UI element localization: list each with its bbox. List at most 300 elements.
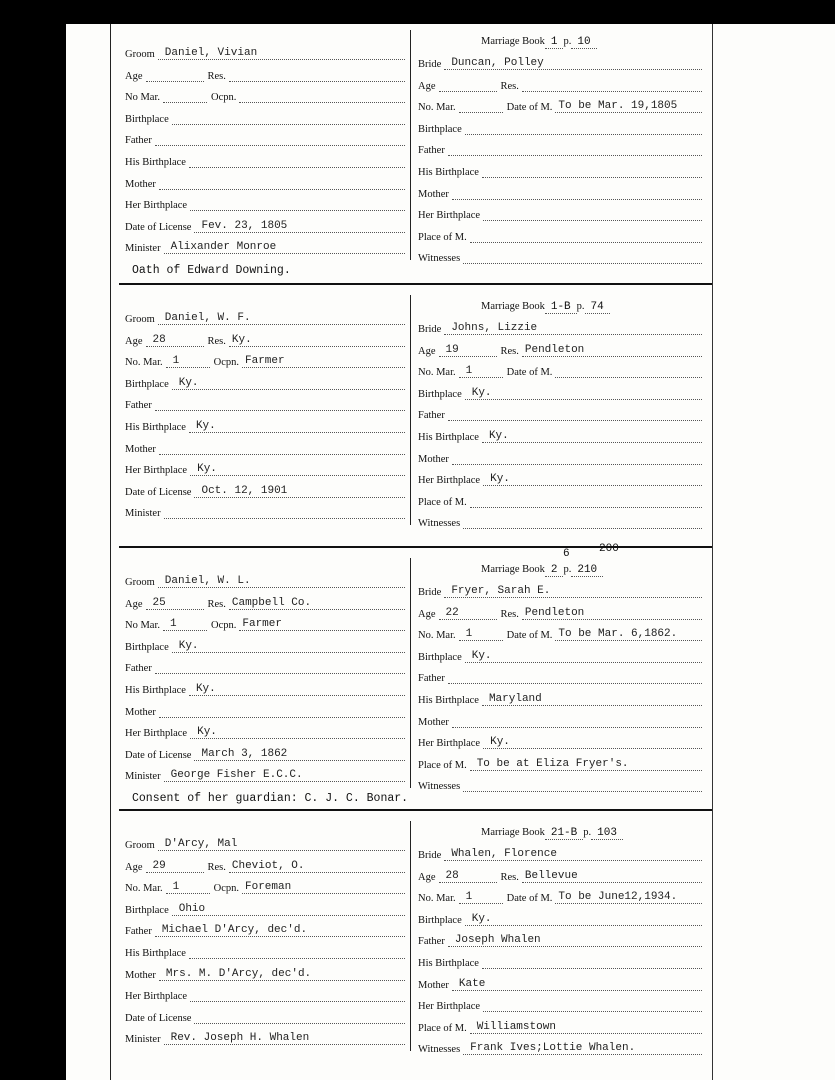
groom-field-no-mar-label2: Ocpn. — [211, 92, 237, 104]
bride-field-no-mar-label: No. Mar. — [418, 367, 456, 379]
bride-field-age — [418, 341, 702, 357]
groom-field-mother — [125, 174, 405, 190]
groom-field-father — [125, 395, 405, 411]
bride-field-no-mar — [418, 625, 702, 641]
bride-field-birthplace-text: Ky. — [471, 386, 492, 399]
bride-field-his-birthplace — [418, 162, 702, 178]
groom-field-no-mar-text2: Farmer — [242, 618, 282, 631]
groom-field-his-birthplace-value — [189, 683, 405, 696]
groom-field-mother — [125, 702, 405, 718]
groom-field-age-text2: Cheviot, O. — [231, 859, 305, 872]
groom-field-birthplace-text: Ohio — [178, 902, 206, 915]
marriage-book-reference — [481, 36, 597, 48]
groom-field-date-of-license — [125, 217, 405, 233]
groom-field-her-birthplace — [125, 195, 405, 211]
groom-field-minister — [125, 503, 405, 519]
bride-field-mother — [418, 712, 702, 728]
groom-field-minister-value — [164, 1032, 405, 1045]
groom-field-father — [125, 130, 405, 146]
bride-field-no-mar-value — [459, 100, 503, 113]
groom-field-mother-value — [159, 442, 405, 455]
groom-field-mother-value — [159, 968, 405, 981]
bride-field-her-birthplace-value — [483, 208, 702, 221]
bride-field-father-label: Father — [418, 673, 445, 685]
bride-field-bride — [418, 54, 702, 70]
bride-field-place-of-m-label: Place of M. — [418, 1022, 467, 1034]
groom-field-groom-text: Daniel, Vivian — [164, 47, 258, 59]
groom-field-date-of-license-label: Date of License — [125, 749, 192, 761]
bride-field-mother-value — [452, 978, 702, 991]
groom-field-no-mar-text: 1 — [170, 618, 177, 631]
groom-field-birthplace-text: Ky. — [178, 376, 199, 389]
groom-field-her-birthplace-text: Ky. — [197, 726, 217, 739]
bride-field-witnesses-value — [463, 251, 702, 264]
groom-field-father — [125, 921, 405, 937]
groom-field-minister-label: Minister — [125, 243, 161, 255]
bride-field-age — [418, 604, 702, 620]
groom-field-no-mar-value2 — [242, 355, 405, 368]
card-note: Oath of Edward Downing. — [132, 264, 291, 277]
groom-field-age — [125, 331, 405, 347]
groom-field-her-birthplace — [125, 460, 405, 476]
groom-field-father-label: Father — [125, 663, 152, 675]
bride-field-bride-label: Bride — [418, 59, 442, 70]
groom-field-birthplace — [125, 900, 405, 916]
groom-field-age-text2: Campbell Co. — [231, 596, 312, 609]
bride-field-father — [418, 140, 702, 156]
groom-field-groom-value — [158, 47, 405, 60]
groom-field-age-label2: Res. — [207, 861, 226, 873]
groom-field-age-label2: Res. — [207, 70, 226, 82]
column-divider — [410, 30, 411, 260]
groom-field-no-mar-text: 1 — [172, 881, 180, 894]
bride-field-birthplace — [418, 384, 702, 400]
bride-field-bride-value — [444, 57, 702, 70]
groom-field-mother-label: Mother — [125, 178, 156, 190]
bride-field-his-birthplace-label: His Birthplace — [418, 695, 479, 706]
bride-field-father-label: Father — [418, 936, 445, 948]
bride-field-birthplace-value — [465, 387, 702, 400]
groom-field-groom-label: Groom — [125, 314, 155, 325]
bride-field-no-mar-value2 — [555, 891, 702, 904]
column-divider — [410, 558, 411, 788]
marriage-record-card — [111, 809, 712, 1071]
bride-field-birthplace-label: Birthplace — [418, 388, 462, 400]
groom-field-no-mar-label: No. Mar. — [125, 357, 163, 369]
groom-field-her-birthplace-label: Her Birthplace — [125, 728, 188, 740]
bride-field-his-birthplace-label: His Birthplace — [418, 167, 479, 178]
groom-field-his-birthplace-label: His Birthplace — [125, 422, 186, 433]
bride-field-no-mar-text2: To be June12,1934. — [558, 891, 678, 904]
bride-field-age-value2 — [522, 870, 702, 883]
groom-field-no-mar — [125, 878, 405, 894]
bride-field-witnesses — [418, 248, 702, 264]
groom-field-his-birthplace-label: His Birthplace — [125, 948, 186, 959]
bride-field-mother — [418, 449, 702, 465]
bride-field-place-of-m-text: Williamstown — [476, 1020, 556, 1033]
bride-field-bride-label: Bride — [418, 324, 442, 335]
bride-field-her-birthplace — [418, 470, 702, 486]
bride-field-bride — [418, 319, 702, 335]
bride-field-mother — [418, 184, 702, 200]
page-right-edge — [712, 24, 713, 1080]
bride-field-birthplace — [418, 119, 702, 135]
groom-field-no-mar-label: No Mar. — [125, 92, 160, 104]
groom-field-no-mar — [125, 87, 405, 103]
groom-field-no-mar-text2: Farmer — [245, 355, 285, 368]
bride-field-no-mar-text: 1 — [465, 628, 473, 641]
groom-field-mother-label: Mother — [125, 706, 156, 718]
bride-field-birthplace-value — [465, 650, 702, 663]
bride-field-no-mar-value — [459, 365, 503, 378]
groom-field-his-birthplace — [125, 943, 405, 959]
bride-field-bride-label: Bride — [418, 587, 442, 598]
groom-field-his-birthplace — [125, 680, 405, 696]
bride-field-witnesses — [418, 776, 702, 792]
bride-field-his-birthplace-value — [482, 956, 702, 969]
bride-field-age-label: Age — [418, 871, 436, 883]
bride-field-place-of-m — [418, 755, 702, 771]
bride-field-mother-value — [452, 715, 702, 728]
bride-field-bride-value — [444, 585, 702, 598]
groom-field-his-birthplace — [125, 152, 405, 168]
groom-field-date-of-license-value — [194, 220, 405, 233]
groom-field-her-birthplace-label: Her Birthplace — [125, 465, 188, 477]
groom-field-groom-text: D'Arcy, Mal — [164, 838, 238, 850]
card-separator-rule — [119, 809, 712, 811]
groom-field-mother-value — [159, 705, 405, 718]
groom-field-her-birthplace-label: Her Birthplace — [125, 991, 188, 1003]
groom-field-groom-text: Daniel, W. L. — [164, 575, 251, 587]
bride-field-no-mar-label2: Date of M. — [506, 893, 553, 905]
groom-field-groom — [125, 44, 405, 60]
bride-field-bride-label: Bride — [418, 850, 442, 861]
groom-field-his-birthplace-text: Ky. — [195, 420, 216, 432]
bride-field-place-of-m-label: Place of M. — [418, 496, 467, 508]
groom-field-minister — [125, 238, 405, 254]
book-annotation-right: 200 — [599, 543, 619, 555]
bride-field-father-label: Father — [418, 145, 445, 157]
groom-field-minister-value — [164, 769, 405, 782]
groom-field-date-of-license-label: Date of License — [125, 1012, 192, 1024]
bride-field-no-mar-text: 1 — [465, 891, 473, 904]
groom-field-age — [125, 857, 405, 873]
groom-field-age-label2: Res. — [207, 335, 226, 347]
bride-field-age-value2 — [522, 79, 702, 92]
groom-field-birthplace-label: Birthplace — [125, 113, 169, 125]
bride-field-bride-text: Duncan, Polley — [451, 57, 544, 69]
groom-field-age-label: Age — [125, 861, 143, 873]
bride-field-bride-value — [444, 322, 702, 335]
groom-field-minister — [125, 1029, 405, 1045]
bride-field-his-birthplace-label: His Birthplace — [418, 958, 479, 969]
bride-field-place-of-m — [418, 1018, 702, 1034]
bride-field-mother-label: Mother — [418, 716, 449, 728]
groom-field-age-value2 — [229, 860, 405, 873]
groom-field-no-mar-value — [166, 355, 210, 368]
bride-field-age-label: Age — [418, 80, 436, 92]
groom-field-birthplace-text: Ky. — [178, 639, 199, 652]
bride-field-place-of-m-value — [470, 230, 702, 243]
groom-field-no-mar-label2: Ocpn. — [211, 620, 237, 632]
bride-field-age-text2: Pendleton — [524, 606, 585, 619]
bride-field-no-mar — [418, 97, 702, 113]
bride-field-birthplace-label: Birthplace — [418, 651, 462, 663]
groom-field-father-value — [155, 398, 405, 411]
groom-field-his-birthplace-value — [189, 155, 405, 168]
groom-field-no-mar-text2: Foreman — [245, 881, 292, 894]
bride-field-bride-text: Whalen, Florence — [451, 848, 557, 860]
bride-field-age-label2: Res. — [500, 608, 519, 620]
groom-field-age-label: Age — [125, 335, 143, 347]
bride-field-no-mar-value2 — [555, 100, 702, 113]
groom-field-no-mar-value2 — [242, 881, 405, 894]
bride-field-her-birthplace-value — [483, 473, 702, 486]
bride-field-age-value — [439, 870, 497, 883]
groom-field-father-value — [155, 133, 405, 146]
bride-field-place-of-m — [418, 227, 702, 243]
groom-field-age-value — [146, 69, 204, 82]
card-separator-rule — [119, 546, 712, 548]
groom-field-date-of-license-value — [194, 748, 405, 761]
bride-field-no-mar — [418, 362, 702, 378]
groom-field-no-mar — [125, 615, 405, 631]
bride-field-no-mar-label: No. Mar. — [418, 893, 456, 905]
bride-field-his-birthplace — [418, 690, 702, 706]
groom-field-mother — [125, 439, 405, 455]
marriage-book-label: Marriage Book — [481, 301, 545, 312]
bride-field-witnesses-text: Frank Ives;Lottie Whalen. — [470, 1042, 636, 1055]
groom-field-age-label: Age — [125, 70, 143, 82]
bride-field-place-of-m-label: Place of M. — [418, 231, 467, 243]
bride-field-age-value2 — [522, 344, 702, 357]
groom-field-birthplace-value — [172, 903, 405, 916]
groom-field-father-label: Father — [125, 135, 152, 147]
groom-field-minister-text: Alixander Monroe — [170, 241, 277, 254]
bride-field-age-value — [439, 79, 497, 92]
scan-border-left — [0, 0, 66, 1080]
groom-field-age-label: Age — [125, 598, 143, 610]
marriage-book-reference — [481, 827, 623, 839]
groom-field-no-mar-value2 — [239, 618, 405, 631]
bride-field-father-text: Joseph Whalen — [454, 934, 541, 947]
bride-field-age-text: 22 — [445, 606, 459, 619]
groom-field-no-mar-text: 1 — [172, 355, 180, 368]
groom-field-date-of-license — [125, 745, 405, 761]
bride-field-his-birthplace-text: Maryland — [488, 693, 542, 705]
groom-field-her-birthplace-value — [190, 726, 405, 739]
groom-field-birthplace-label: Birthplace — [125, 378, 169, 390]
marriage-book-label: Marriage Book — [481, 827, 545, 838]
groom-field-groom-value — [158, 838, 405, 851]
bride-field-her-birthplace-text: Ky. — [490, 736, 510, 749]
book-annotation-left: 6 — [563, 548, 570, 560]
groom-field-minister-label: Minister — [125, 1034, 161, 1046]
bride-field-bride-value — [444, 848, 702, 861]
groom-field-birthplace-label: Birthplace — [125, 641, 169, 653]
page-number: 10 — [571, 36, 596, 49]
bride-field-no-mar-label: No. Mar. — [418, 630, 456, 642]
groom-field-groom-label: Groom — [125, 577, 155, 588]
bride-field-no-mar-text2: To be Mar. 19,1805 — [558, 100, 678, 113]
bride-field-no-mar-value — [459, 628, 503, 641]
groom-field-mother-value — [159, 177, 405, 190]
bride-field-bride — [418, 582, 702, 598]
groom-field-his-birthplace-value — [189, 946, 405, 959]
groom-field-groom — [125, 835, 405, 851]
bride-field-age-label2: Res. — [500, 871, 519, 883]
groom-field-groom-label: Groom — [125, 840, 155, 851]
groom-field-no-mar-label: No. Mar. — [125, 883, 163, 895]
bride-field-birthplace-value — [465, 913, 702, 926]
groom-field-birthplace-value — [172, 112, 405, 125]
bride-field-father-value — [448, 143, 702, 156]
bride-field-bride — [418, 845, 702, 861]
page-label: p. — [563, 36, 572, 47]
bride-field-age-value — [439, 344, 497, 357]
bride-field-place-of-m-label: Place of M. — [418, 759, 467, 771]
bride-field-father-label: Father — [418, 410, 445, 422]
groom-field-age-value2 — [229, 334, 405, 347]
bride-field-witnesses-label: Witnesses — [418, 518, 461, 530]
bride-field-his-birthplace-text: Ky. — [488, 430, 509, 442]
page-number: 74 — [585, 301, 610, 314]
groom-field-age-value2 — [229, 69, 405, 82]
groom-field-her-birthplace — [125, 723, 405, 739]
bride-field-his-birthplace-value — [482, 693, 702, 706]
groom-field-her-birthplace-value — [190, 989, 405, 1002]
groom-field-age-text2: Ky. — [231, 333, 252, 346]
bride-field-father-value — [448, 408, 702, 421]
bride-field-mother-label: Mother — [418, 188, 449, 200]
marriage-book-reference — [481, 564, 603, 576]
bride-field-age-label: Age — [418, 608, 436, 620]
groom-field-father — [125, 658, 405, 674]
bride-field-birthplace-text: Ky. — [471, 649, 492, 662]
bride-field-age-value — [439, 607, 497, 620]
groom-field-age-value — [146, 860, 204, 873]
bride-field-age-value2 — [522, 607, 702, 620]
groom-field-no-mar-value2 — [239, 90, 405, 103]
groom-field-his-birthplace-label: His Birthplace — [125, 157, 186, 168]
bride-field-birthplace-label: Birthplace — [418, 914, 462, 926]
marriage-book-reference — [481, 301, 610, 313]
marriage-record-card — [111, 543, 712, 808]
bride-field-her-birthplace-text: Ky. — [490, 473, 510, 486]
bride-field-no-mar-text2: To be Mar. 6,1862. — [558, 628, 678, 641]
groom-field-no-mar — [125, 352, 405, 368]
bride-field-birthplace — [418, 647, 702, 663]
groom-field-no-mar-value — [166, 881, 210, 894]
groom-field-date-of-license-label: Date of License — [125, 486, 192, 498]
groom-field-her-birthplace-value — [190, 198, 405, 211]
groom-field-age — [125, 66, 405, 82]
groom-field-date-of-license-text: Oct. 12, 1901 — [201, 484, 288, 497]
bride-field-no-mar-value — [459, 891, 503, 904]
groom-field-minister-label: Minister — [125, 508, 161, 520]
card-note: Consent of her guardian: C. J. C. Bonar. — [132, 792, 409, 805]
bride-field-place-of-m-value — [470, 1021, 702, 1034]
bride-field-her-birthplace — [418, 733, 702, 749]
marriage-record-card — [111, 283, 712, 545]
groom-field-age-text: 28 — [152, 333, 166, 346]
bride-field-no-mar-value2 — [555, 628, 702, 641]
bride-field-witnesses-value — [463, 779, 702, 792]
bride-field-father — [418, 931, 702, 947]
bride-field-his-birthplace-value — [482, 430, 702, 443]
page-label: p. — [563, 564, 572, 575]
bride-field-age — [418, 867, 702, 883]
groom-field-minister-text: George Fisher E.C.C. — [170, 769, 303, 782]
bride-field-his-birthplace-label: His Birthplace — [418, 432, 479, 443]
bride-field-age — [418, 76, 702, 92]
groom-field-father-label: Father — [125, 400, 152, 412]
bride-field-no-mar-label: No. Mar. — [418, 102, 456, 114]
bride-field-his-birthplace — [418, 953, 702, 969]
bride-field-her-birthplace-value — [483, 999, 702, 1012]
groom-field-age — [125, 594, 405, 610]
marriage-book-number: 1 — [545, 36, 564, 49]
bride-field-her-birthplace — [418, 996, 702, 1012]
groom-field-her-birthplace — [125, 986, 405, 1002]
groom-field-no-mar-label2: Ocpn. — [213, 883, 239, 895]
marriage-record-card — [111, 24, 712, 286]
bride-field-her-birthplace-label: Her Birthplace — [418, 210, 481, 222]
marriage-book-label: Marriage Book — [481, 564, 545, 575]
bride-field-birthplace-label: Birthplace — [418, 123, 462, 135]
page-number: 210 — [571, 564, 603, 577]
groom-field-minister-label: Minister — [125, 771, 161, 783]
marriage-book-number: 1-B — [545, 301, 577, 314]
groom-field-age-value — [146, 597, 204, 610]
bride-field-birthplace-value — [465, 122, 702, 135]
groom-field-no-mar-label: No Mar. — [125, 620, 160, 632]
groom-field-age-text: 25 — [152, 596, 166, 609]
bride-field-place-of-m-value — [470, 758, 702, 771]
groom-field-date-of-license-value — [194, 485, 405, 498]
bride-field-no-mar — [418, 888, 702, 904]
groom-field-mother-text: Mrs. M. D'Arcy, dec'd. — [165, 967, 312, 980]
bride-field-birthplace — [418, 910, 702, 926]
bride-field-no-mar-text: 1 — [465, 365, 473, 378]
groom-field-date-of-license — [125, 482, 405, 498]
groom-field-minister — [125, 766, 405, 782]
groom-field-groom — [125, 309, 405, 325]
groom-field-groom-value — [158, 312, 405, 325]
bride-field-place-of-m-text: To be at Eliza Fryer's. — [476, 757, 629, 770]
bride-field-her-birthplace-label: Her Birthplace — [418, 475, 481, 487]
bride-field-age-text2: Bellevue — [524, 869, 578, 882]
bride-field-age-label2: Res. — [500, 345, 519, 357]
bride-field-witnesses-label: Witnesses — [418, 1044, 461, 1056]
bride-field-birthplace-text: Ky. — [471, 912, 492, 925]
groom-field-groom — [125, 572, 405, 588]
page-number: 103 — [591, 827, 623, 840]
bride-field-age-label: Age — [418, 345, 436, 357]
page-label: p. — [576, 301, 585, 312]
column-divider — [410, 295, 411, 525]
bride-field-no-mar-label2: Date of M. — [506, 367, 553, 379]
groom-field-father-text: Michael D'Arcy, dec'd. — [161, 924, 308, 937]
groom-field-groom-text: Daniel, W. F. — [164, 312, 251, 324]
bride-field-father — [418, 405, 702, 421]
bride-field-no-mar-value2 — [555, 365, 702, 378]
groom-field-date-of-license-text: Fev. 23, 1805 — [201, 219, 288, 232]
groom-field-his-birthplace-value — [189, 420, 405, 433]
groom-field-her-birthplace-value — [190, 463, 405, 476]
groom-field-minister-value — [164, 241, 405, 254]
groom-field-birthplace-value — [172, 640, 405, 653]
